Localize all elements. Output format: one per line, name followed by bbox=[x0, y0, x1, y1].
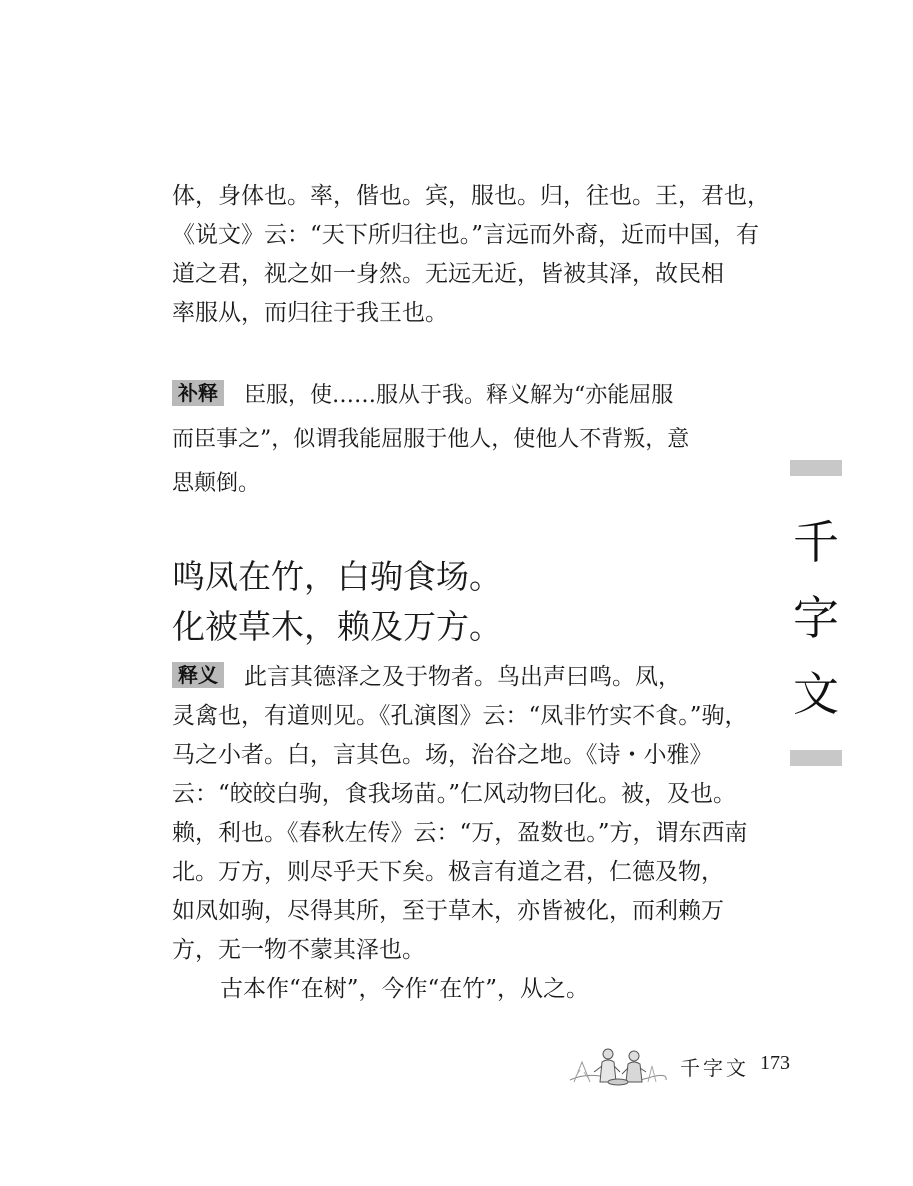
supplement-text: 臣服，使……服从于我。释义解为“亦能屈服 bbox=[244, 383, 674, 408]
side-tab bbox=[790, 460, 842, 766]
explanation-text: 此言其德泽之及于物者。鸟出声曰鸣。凤， bbox=[244, 664, 681, 690]
side-tab-char: 千 bbox=[793, 515, 839, 569]
commentary-line: 道之君，视之如一身然。无远无近，皆被其泽，故民相 bbox=[172, 261, 724, 287]
footer-book-title: 千字文 bbox=[680, 1056, 749, 1080]
page-footer bbox=[568, 1042, 808, 1092]
supplement-section bbox=[172, 374, 744, 506]
commentary-line: 率服从，而归往于我王也。 bbox=[172, 300, 448, 326]
verse-line: 鸣凤在竹，白驹食场。 bbox=[172, 557, 502, 596]
explanation-line: 马之小者。白，言其色。场，治谷之地。《诗・小雅》 bbox=[172, 742, 713, 768]
supplement-line: 而臣事之”，似谓我能屈服于他人，使他人不背叛，意 bbox=[172, 427, 690, 452]
explanation-line: 方，无一物不蒙其泽也。 bbox=[172, 937, 425, 963]
commentary-line: 《说文》云：“天下所归往也。”言远而外裔，近而中国，有 bbox=[172, 222, 760, 248]
supplement-label: 补释 bbox=[172, 380, 224, 406]
explanation-line: 如凤如驹，尽得其所，至于草木，亦皆被化，而利赖万 bbox=[172, 898, 724, 924]
explanation-line: 云：“皎皎白驹，食我场苗。”仁风动物曰化。被，及也。 bbox=[172, 781, 737, 807]
commentary-line: 体，身体也。率，偕也。宾，服也。归，往也。王，君也， bbox=[172, 183, 770, 209]
side-tab-char: 文 bbox=[793, 667, 839, 721]
explanation-section bbox=[172, 658, 748, 1009]
side-tab-characters bbox=[790, 504, 842, 732]
explanation-note: 古本作“在树”，今作“在竹”，从之。 bbox=[220, 976, 590, 1002]
side-tab-char: 字 bbox=[793, 591, 839, 645]
explanation-label: 释义 bbox=[172, 662, 224, 688]
explanation-line: 北。万方，则尽乎天下矣。极言有道之君，仁德及物， bbox=[172, 859, 724, 885]
side-tab-bottom-bar bbox=[790, 744, 842, 766]
supplement-first-line bbox=[172, 374, 744, 418]
side-tab-top-bar bbox=[790, 460, 842, 482]
page-number: 173 bbox=[760, 1052, 790, 1074]
verse-line: 化被草木，赖及万方。 bbox=[172, 607, 502, 646]
supplement-line: 思颠倒。 bbox=[172, 471, 261, 496]
explanation-line: 赖，利也。《春秋左传》云：“万，盈数也。”方，谓东西南 bbox=[172, 820, 748, 846]
commentary-paragraph bbox=[172, 177, 770, 333]
explanation-line: 灵禽也，有道则见。《孔演图》云：“凤非竹实不食。”驹， bbox=[172, 703, 748, 729]
explanation-first-line bbox=[172, 658, 744, 697]
two-scholars-illustration-icon bbox=[568, 1042, 668, 1086]
verse bbox=[172, 552, 744, 652]
